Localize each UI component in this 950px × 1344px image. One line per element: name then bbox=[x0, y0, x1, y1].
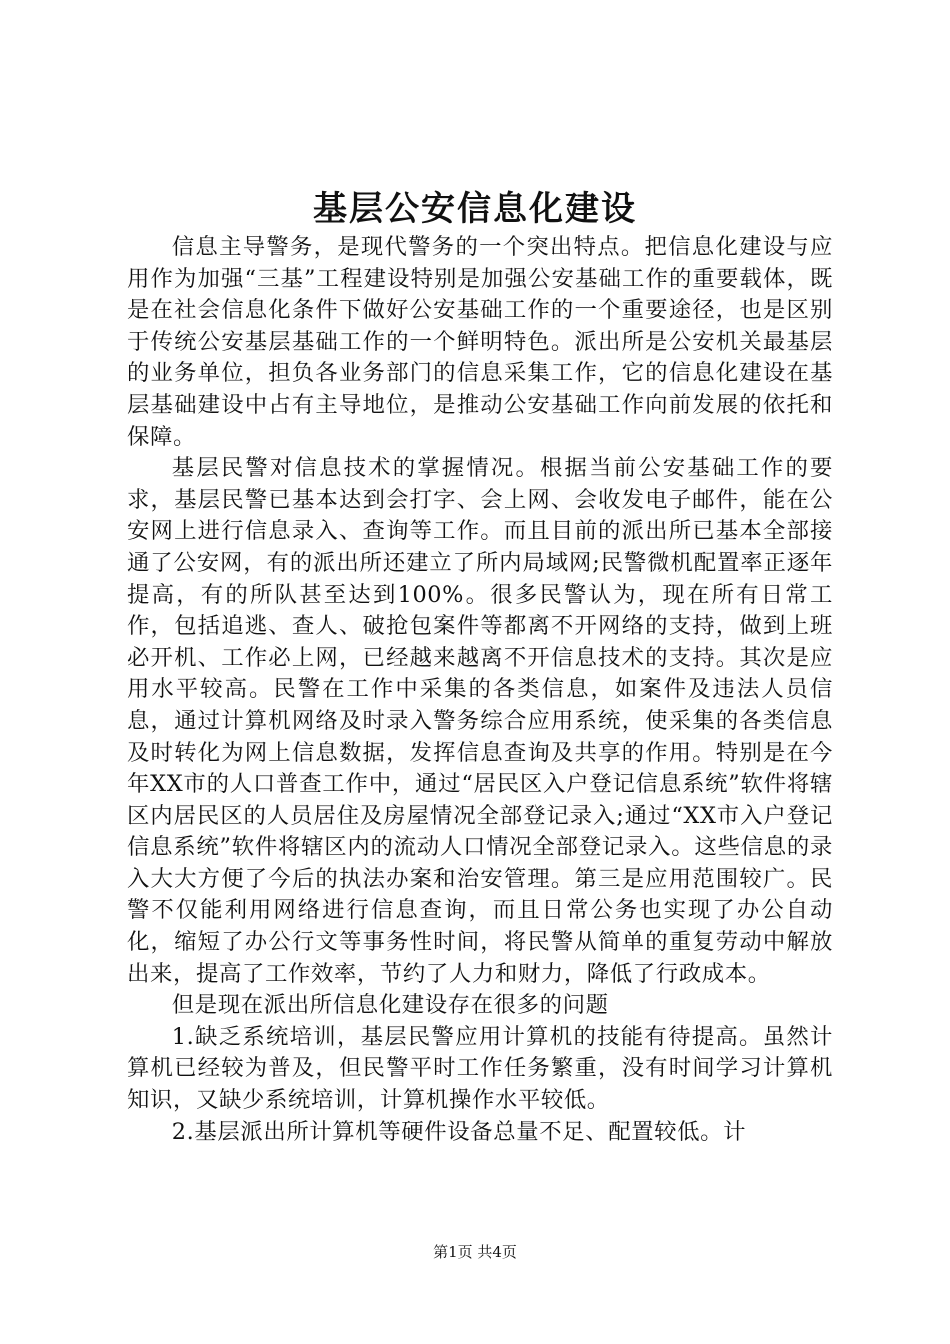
paragraph: 2.基层派出所计算机等硬件设备总量不足、配置较低。计 bbox=[171, 1118, 747, 1145]
document-title: 基层公安信息化建设 bbox=[313, 189, 637, 229]
document-body bbox=[127, 232, 833, 1148]
paragraph: 信息主导警务，是现代警务的一个突出特点。把信息化建设与应用作为加强“三基”工程建设特别是加强公安基础工作的重要载体，既是在社会信息化条件下做好公安基础工作的一个重要途径，也是区别于传统公安基层基础工作的一个鲜明特色。派出所是公安机关最基层的业务单位，担负各业务部门的信息采集工作，它的信息化建设在基层基础建设中占有主导地位，是推动公安基础工作向前发展的依托和保障。 bbox=[127, 234, 833, 450]
paragraph: 但是现在派出所信息化建设存在很多的问题 bbox=[171, 992, 609, 1019]
paragraph: 基层民警对信息技术的掌握情况。根据当前公安基础工作的要求，基层民警已基本达到会打字、会上网、会收发电子邮件，能在公安网上进行信息录入、查询等工作。而且目前的派出所已基本全部接通了公安网，有的派出所还建立了所内局域网;民警微机配置率正逐年提高，有的所队甚至达到100%。很多民警认为，现在所有日常工作，包括追逃、查人、破抢包案件等都离不开网络的支持，做到上班必开机、工作必上网，已经越来越离不开信息技术的支持。其次是应用水平较高。民警在工作中采集的各类信息，如案件及违法人员信息，通过计算机网络及时录入警务综合应用系统，使采集的各类信息及时转化为网上信息数据，发挥信息查询及共享的作用。特别是在今年XX市的人口普查工作中，通过“居民区入户登记信息系统”软件将辖区内居民区的人员居住及房屋情况全部登记录入;通过“XX市入户登记信息系统”软件将辖区内的流动人口情况全部登记录入。这些信息的录入大大方便了今后的执法办案和治安管理。第三是应用范围较广。民警不仅能利用网络进行信息查询，而且日常公务也实现了办公自动化，缩短了办公行文等事务性时间，将民警从简单的重复劳动中解放出来，提高了工作效率，节约了人力和财力，降低了行政成本。 bbox=[127, 455, 833, 987]
page-number-footer: 第1页 共4页 bbox=[433, 1243, 517, 1261]
paragraph: 1.缺乏系统培训，基层民警应用计算机的技能有待提高。虽然计算机已经较为普及，但民警平时工作任务繁重，没有时间学习计算机知识，又缺少系统培训，计算机操作水平较低。 bbox=[127, 1023, 833, 1114]
